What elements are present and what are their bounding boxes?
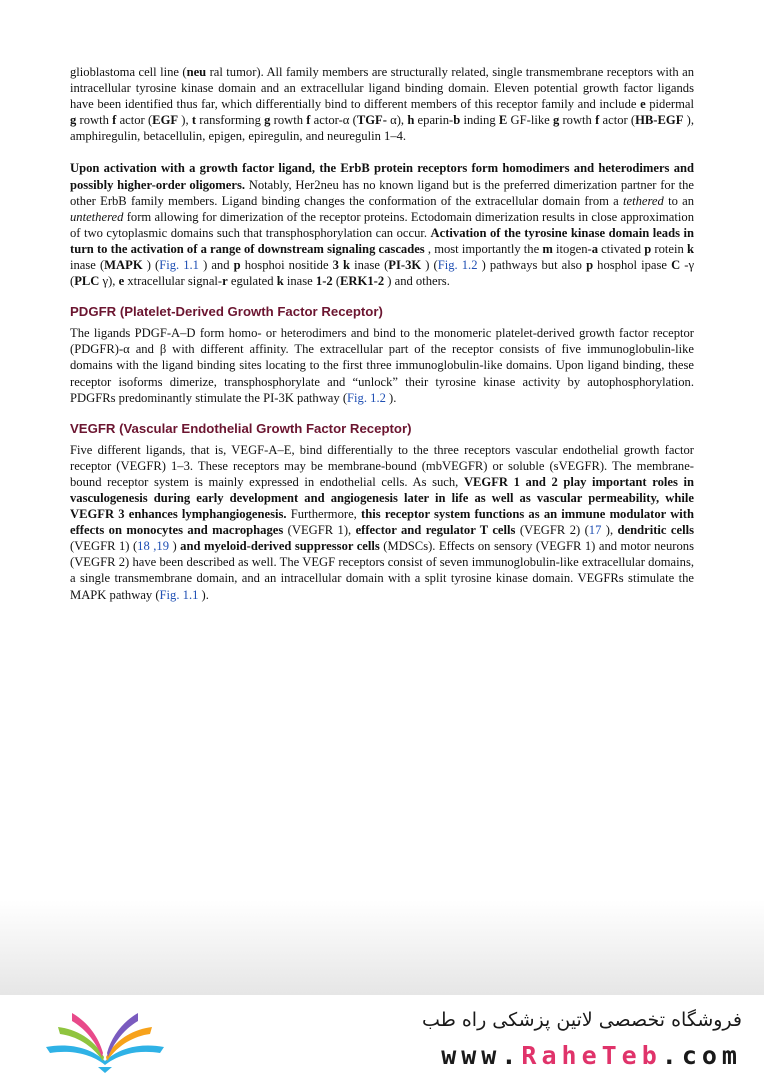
website-link[interactable] bbox=[441, 1041, 742, 1070]
heading-pdgfr: PDGFR (Platelet-Derived Growth Factor Receptor) bbox=[70, 304, 383, 320]
figure-reference-link[interactable]: 17 bbox=[588, 523, 602, 538]
site-brand: RaheTeb bbox=[521, 1041, 662, 1070]
open-book-icon bbox=[40, 1003, 170, 1073]
document-page bbox=[70, 64, 694, 603]
figure-reference-link[interactable]: Fig. 1.1 bbox=[159, 587, 199, 602]
footer-banner bbox=[0, 995, 764, 1080]
footer-shadow bbox=[0, 900, 764, 995]
figure-reference-link[interactable]: Fig. 1.1 bbox=[159, 258, 199, 273]
figure-reference-link[interactable]: Fig. 1.2 bbox=[437, 258, 478, 273]
figure-reference-link[interactable]: Fig. 1.2 bbox=[347, 390, 386, 405]
paragraph-erbb-activation: Upon activation with a growth factor ligand, the ErbB protein receptors form homodimers and heterodimers and possibly higher-order oligomers. Notably, Her2neu has no known ligand but is the preferred dimerization partner for the other ErbB family members. Ligand binding changes the conformation of the extracellular domain from a tethered to an untethered form allowing for dimerization of the receptor proteins. Ectodomain dimerization results in close approximation of two cytoplasmic domains such that transphosphorylation can occur. Activation of the tyrosine kinase domain leads in turn to the activation of a range of downstream signaling cascades , most importantly the m itogen-a ctivated p rotein k inase (MAPK ) (Fig. 1.1 ) and p hosphoi nositide 3 k inase (PI-3K ) (Fig. 1.2 ) pathways but also p hosphol ipase C -γ (PLC γ), e xtracellular signal-r egulated k inase 1-2 (ERK1-2 ) and others. bbox=[70, 161, 695, 289]
figure-reference-link[interactable]: 18 ,19 bbox=[137, 539, 169, 554]
site-prefix: www. bbox=[441, 1041, 522, 1070]
paragraph-vegfr: Five different ligands, that is, VEGF-A–E, bind differentially to the three receptors vascular endothelial growth factor receptor (VEGFR) 1–3. These receptors may be membrane-bound (mbVEGFR) or soluble (sVEGFR). The membrane-bound receptor system is mainly expressed in endothelial cells. As such, VEGFR 1 and 2 play important roles in vasculogenesis during early development and angiogenesis later in life as well as vascular permeability, while VEGFR 3 enhances lymphangiogenesis. Furthermore, this receptor system functions as an immune modulator with effects on monocytes and macrophages (VEGFR 1), effector and regulator T cells (VEGFR 2) (17 ), dendritic cells (VEGFR 1) (18 ,19 ) and myeloid-derived suppressor cells (MDSCs). Effects on sensory (VEGFR 1) and motor neurons (VEGFR 2) have been described as well. The VEGF receptors consist of seven immunoglobulin-like extracellular domains, a single transmembrane domain, and an intracellular domain with a split tyrosine kinase domain. VEGFRs stimulate the MAPK pathway (Fig. 1.1 ). bbox=[70, 442, 694, 602]
shop-name: فروشگاه تخصصی لاتین پزشکی راه طب bbox=[422, 1009, 742, 1031]
paragraph-pdgfr: The ligands PDGF-A–D form homo- or heterodimers and bind to the monomeric platelet-derived growth factor receptor (PDGFR)-α and β with different affinity. The extracellular part of the receptor consists of five immunoglobulin-like domains with the ligand binding sites locating to the first three immunoglobulin-like domains. Upon ligand binding, these receptor isoforms dimerize, transphosphorylate and “unlock” their tyrosine kinase activity by autophosphorylation. PDGFRs predominantly stimulate the PI-3K pathway (Fig. 1.2 ). bbox=[70, 326, 694, 405]
heading-vegfr: VEGFR (Vascular Endothelial Growth Factor Receptor) bbox=[70, 420, 412, 436]
paragraph-erbb-family: glioblastoma cell line (neu ral tumor). All family members are structurally related, single transmembrane receptors with an intracellular tyrosine kinase domain and an extracellular ligand binding domain. Eleven potential growth factor ligands have been identified thus far, which differentially bind to different members of this receptor family and include e pidermal g rowth f actor (EGF ), t ransforming g rowth f actor-α (TGF- α), h eparin-b inding E GF-like g rowth f actor (HB-EGF ), amphiregulin, betacellulin, epigen, epiregulin, and neuregulin 1–4. bbox=[70, 65, 695, 144]
site-suffix: .com bbox=[661, 1041, 742, 1070]
